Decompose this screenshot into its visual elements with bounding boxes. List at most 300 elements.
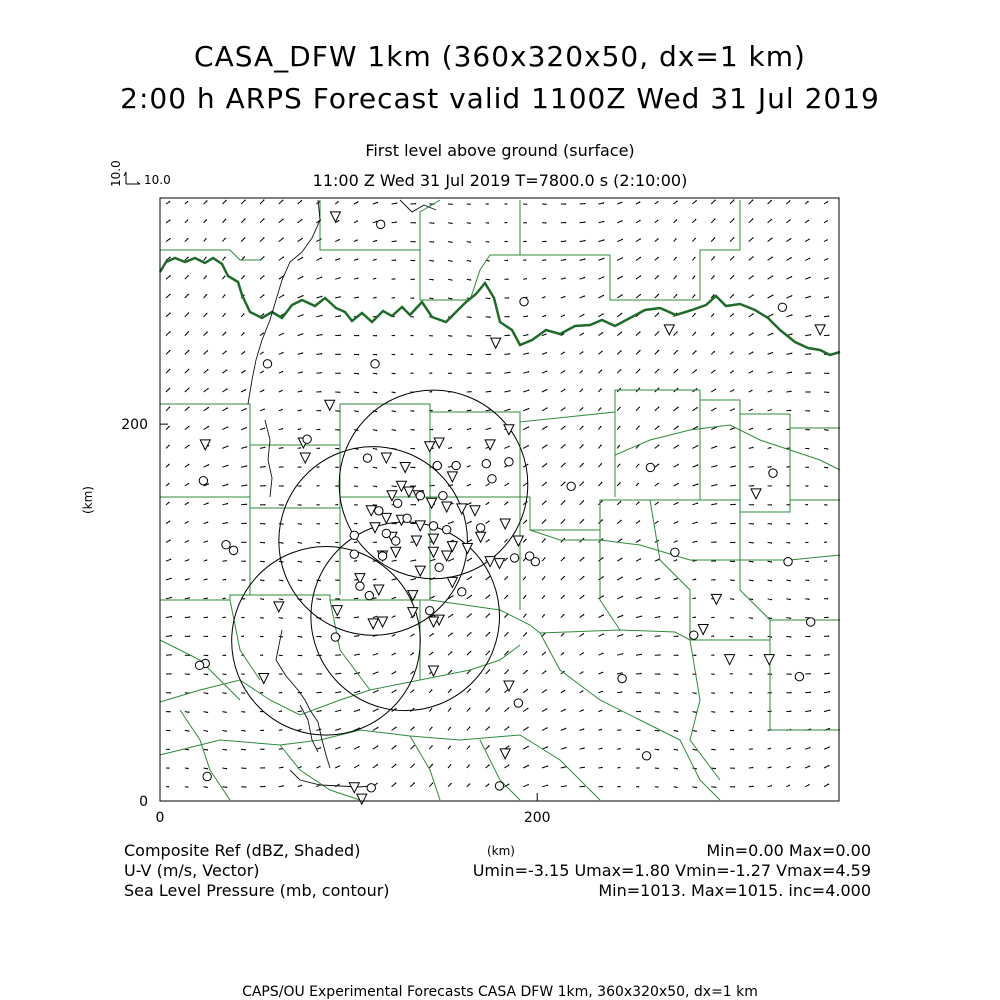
wind-vector (749, 257, 753, 261)
wind-vector-head (301, 636, 302, 637)
wind-vector-head (697, 503, 698, 504)
wind-vector (542, 501, 546, 505)
wind-vector-head (526, 632, 527, 633)
wind-vector-head (583, 595, 584, 596)
wind-vector-head (488, 745, 489, 746)
wind-vector (824, 766, 829, 768)
wind-vector-head (620, 388, 621, 389)
wind-vector-head (828, 392, 829, 393)
wind-vector (786, 296, 791, 298)
wind-vector (335, 729, 340, 731)
wind-vector-head (433, 485, 434, 486)
wind-vector-head (320, 655, 321, 656)
wind-vector-head (621, 691, 622, 692)
wind-vector (636, 295, 640, 298)
wind-vector-head (827, 258, 828, 259)
wind-vector-head (791, 372, 792, 373)
wind-vector-head (168, 445, 169, 446)
wind-vector-head (169, 294, 170, 295)
wind-vector-head (525, 259, 526, 260)
wind-vector (316, 711, 321, 712)
time-subtitle: 11:00 Z Wed 31 Jul 2019 T=7800.0 s (2:10:00) (312, 171, 688, 190)
wind-vector (617, 654, 622, 655)
wind-vector-head (358, 635, 359, 636)
wind-vector (523, 708, 528, 711)
wind-vector-head (602, 313, 603, 314)
wind-vector-head (225, 693, 226, 694)
wind-vector-head (694, 313, 695, 314)
wind-vector-head (752, 237, 753, 238)
wind-vector-head (451, 373, 452, 374)
wind-vector-head (358, 654, 359, 655)
wind-vector (204, 313, 207, 316)
station-circle (195, 661, 203, 669)
wind-vector-head (263, 333, 264, 334)
wind-vector (241, 485, 246, 486)
wind-vector-head (675, 257, 676, 258)
wind-vector-head (584, 277, 585, 278)
wind-vector-head (206, 275, 207, 276)
wind-vector-head (658, 426, 659, 427)
wind-vector-head (227, 503, 228, 504)
wind-vector-head (395, 467, 396, 468)
wind-vector (730, 466, 735, 467)
wind-vector-head (826, 486, 827, 487)
wind-vector (279, 219, 283, 223)
wind-vector-head (790, 655, 791, 656)
station-circle (510, 554, 518, 562)
wind-vector-head (732, 370, 733, 371)
wind-vector-head (376, 542, 377, 543)
wind-vector-head (564, 426, 565, 427)
wind-vector-head (207, 749, 208, 750)
wind-vector-head (789, 523, 790, 524)
wind-vector-head (732, 332, 733, 333)
wind-vector (636, 332, 640, 336)
wind-vector (504, 765, 508, 768)
station-circle (795, 672, 803, 680)
station-circle (378, 552, 386, 560)
wind-vector-head (734, 466, 735, 467)
wind-vector-head (264, 447, 265, 448)
wind-vector-head (431, 391, 432, 392)
wind-vector-head (808, 239, 809, 240)
wind-vector-head (658, 483, 659, 484)
wind-vector-head (356, 504, 357, 505)
wind-vector-head (377, 727, 378, 728)
wind-vector-head (413, 410, 414, 411)
wind-vector-head (525, 539, 526, 540)
wind-vector-head (713, 313, 714, 314)
station-circle (392, 537, 400, 545)
wind-vector-head (452, 484, 453, 485)
wind-vector (523, 372, 528, 374)
wind-vector-head (641, 596, 642, 597)
wind-vector-head (713, 617, 714, 618)
wind-vector (824, 673, 829, 674)
wind-vector-head (281, 729, 282, 730)
wind-vector-head (320, 692, 321, 693)
station-triangle (457, 504, 467, 514)
wind-vector-head (770, 485, 771, 486)
wind-vector-head (751, 711, 752, 712)
wind-vector-head (564, 709, 565, 710)
wind-vector-head (753, 523, 754, 524)
wind-vector-head (639, 350, 640, 351)
wind-vector-head (602, 519, 603, 520)
wind-vector-head (545, 538, 546, 539)
wind-vector-head (752, 275, 753, 276)
wind-vector-head (170, 578, 171, 579)
wind-vector-head (677, 674, 678, 675)
wind-vector (523, 427, 528, 430)
wind-vector-head (621, 313, 622, 314)
wind-vector-head (828, 765, 829, 766)
wind-vector-head (302, 276, 303, 277)
wind-vector (768, 276, 773, 279)
wind-vector-head (752, 748, 753, 749)
station-triangle (381, 453, 391, 463)
wind-vector (598, 615, 603, 618)
wind-vector-head (487, 203, 488, 204)
wind-vector-head (827, 277, 828, 278)
wind-vector (204, 427, 209, 430)
wind-vector (692, 484, 697, 486)
wind-vector-head (188, 331, 189, 332)
wind-vector-head (658, 540, 659, 541)
wind-vector-head (169, 201, 170, 202)
wind-vector-head (565, 259, 566, 260)
wind-vector-head (546, 371, 547, 372)
wind-vector-head (771, 504, 772, 505)
wind-vector (486, 708, 490, 712)
wind-vector-head (301, 710, 302, 711)
wind-vector-head (207, 787, 208, 788)
station-circle (375, 507, 383, 515)
wind-vector (185, 369, 189, 373)
wind-vector-head (771, 238, 772, 239)
wind-vector-head (395, 727, 396, 728)
wind-vector (166, 276, 170, 279)
wind-vector-head (226, 787, 227, 788)
wind-vector (410, 560, 415, 561)
wind-vector-head (357, 201, 358, 202)
wind-vector (786, 258, 791, 261)
wind-vector (542, 785, 548, 787)
wind-vector-head (262, 692, 263, 693)
wind-vector-head (490, 354, 491, 355)
wind-vector-head (320, 747, 321, 748)
wind-vector-head (807, 542, 808, 543)
wind-vector-head (619, 786, 620, 787)
wind-vector-head (431, 410, 432, 411)
wind-vector (805, 277, 810, 279)
wind-vector-head (697, 445, 698, 446)
wind-vector (222, 351, 226, 354)
wind-vector-head (168, 502, 169, 503)
wind-vector (354, 654, 359, 655)
wind-vector (373, 765, 378, 768)
wind-vector (786, 315, 792, 317)
wind-vector-head (339, 239, 340, 240)
wind-vector-head (715, 389, 716, 390)
wind-vector (486, 651, 490, 655)
wind-vector-head (188, 578, 189, 579)
legend-reflectivity-label: Composite Ref (dBZ, Shaded) (124, 841, 361, 860)
wind-vector (523, 633, 526, 636)
wind-vector (260, 447, 265, 448)
wind-vector-head (171, 616, 172, 617)
wind-vector (523, 785, 528, 787)
wind-vector-head (339, 392, 340, 393)
wind-vector-head (356, 523, 357, 524)
wind-vector (279, 295, 284, 298)
wind-vector-head (602, 691, 603, 692)
wind-vector-head (545, 670, 546, 671)
wind-vector-head (583, 538, 584, 539)
wind-vector-head (582, 444, 583, 445)
wind-vector-head (715, 768, 716, 769)
wind-vector-head (337, 504, 338, 505)
wind-vector-head (546, 445, 547, 446)
wind-vector-head (789, 580, 790, 581)
wind-vector-head (771, 785, 772, 786)
wind-vector-head (826, 523, 827, 524)
wind-vector-head (619, 482, 620, 483)
wind-vector-head (809, 747, 810, 748)
wind-vector-head (528, 426, 529, 427)
wind-vector-head (470, 651, 471, 652)
wind-vector-head (733, 730, 734, 731)
wind-vector-head (678, 464, 679, 465)
wind-vector-head (263, 237, 264, 238)
wind-vector (580, 241, 585, 242)
wind-vector-head (414, 448, 415, 449)
wind-vector-head (470, 521, 471, 522)
wind-vector-head (414, 782, 415, 783)
wind-vector-head (603, 295, 604, 296)
wind-vector-head (527, 708, 528, 709)
wind-vector-head (263, 561, 264, 562)
wind-vector-head (657, 502, 658, 503)
wind-vector-head (829, 746, 830, 747)
wind-vector-head (356, 541, 357, 542)
wind-vector-head (695, 332, 696, 333)
wind-vector-head (600, 426, 601, 427)
wind-vector (805, 258, 809, 260)
wind-vector-head (415, 504, 416, 505)
wind-vector (298, 258, 303, 261)
wind-vector-head (564, 444, 565, 445)
wind-vector (467, 558, 472, 561)
wind-vector-head (677, 749, 678, 750)
station-triangle (764, 655, 774, 665)
wind-vector-head (600, 407, 601, 408)
wind-vector-head (169, 711, 170, 712)
wind-vector-head (657, 238, 658, 239)
station-circle (769, 469, 777, 477)
wind-vector-head (790, 747, 791, 748)
wind-vector (335, 673, 340, 674)
wind-vector (429, 765, 432, 769)
wind-vector-head (207, 731, 208, 732)
wind-vector-head (301, 390, 302, 391)
wind-vector-head (677, 502, 678, 503)
legend-vector-label: U-V (m/s, Vector) (124, 861, 260, 880)
wind-vector-head (302, 352, 303, 353)
wind-vector-head (208, 464, 209, 465)
wind-vector-head (244, 237, 245, 238)
wind-vector-head (453, 558, 454, 559)
wind-vector-head (394, 392, 395, 393)
wind-vector (561, 426, 565, 429)
wind-vector (298, 334, 303, 336)
wind-vector-head (245, 523, 246, 524)
wind-vector-head (471, 595, 472, 596)
wind-vector (504, 633, 508, 637)
wind-vector-head (506, 241, 507, 242)
wind-vector-head (207, 617, 208, 618)
wind-vector-head (696, 522, 697, 523)
wind-vector-head (395, 486, 396, 487)
wind-vector-head (470, 354, 471, 355)
wind-vector (636, 258, 640, 261)
wind-vector (542, 371, 547, 373)
wind-vector-head (377, 708, 378, 709)
wind-vector-head (244, 598, 245, 599)
wind-vector (580, 296, 585, 298)
wind-vector-head (188, 730, 189, 731)
wind-vector-head (245, 768, 246, 769)
wind-vector-head (658, 407, 659, 408)
wind-vector (392, 690, 396, 693)
wind-vector (373, 709, 378, 712)
wind-vector-head (771, 200, 772, 201)
wind-vector (335, 692, 340, 693)
wind-vector-head (790, 219, 791, 220)
wind-vector-head (508, 297, 509, 298)
wind-vector-head (809, 636, 810, 637)
wind-vector-head (169, 350, 170, 351)
wind-vector-head (321, 673, 322, 674)
wind-vector (805, 297, 810, 299)
wind-vector-head (547, 785, 548, 786)
wind-vector-head (808, 429, 809, 430)
wind-vector-head (659, 635, 660, 636)
wind-vector-head (282, 371, 283, 372)
wind-vector-head (359, 672, 360, 673)
wind-vector-head (282, 599, 283, 600)
wind-vector-head (544, 557, 545, 558)
wind-vector-head (470, 484, 471, 485)
wind-vector-head (337, 201, 338, 202)
station-triangle (381, 513, 391, 523)
wind-vector (636, 559, 641, 561)
wind-vector-head (489, 317, 490, 318)
wind-vector (335, 747, 340, 749)
station-triangle (391, 547, 401, 557)
wind-vector (185, 617, 190, 618)
wind-vector-head (470, 261, 471, 262)
wind-vector (580, 501, 584, 505)
wind-vector-head (809, 277, 810, 278)
wind-vector (561, 482, 565, 486)
wind-vector-head (733, 199, 734, 200)
wind-vector-head (507, 279, 508, 280)
wind-vector-head (752, 561, 753, 562)
wind-vector-head (506, 222, 507, 223)
wind-vector-head (359, 691, 360, 692)
station-triangle (491, 338, 501, 348)
wind-vector-head (827, 448, 828, 449)
wind-vector-head (377, 653, 378, 654)
wind-vector-head (169, 238, 170, 239)
footer-credit: CAPS/OU Experimental Forecasts CASA DFW 1km, 360x320x50, dx=1 km (242, 984, 758, 1000)
wind-vector-head (621, 220, 622, 221)
wind-vector (711, 466, 717, 468)
wind-vector-head (546, 463, 547, 464)
wind-vector (617, 239, 622, 241)
wind-vector-head (659, 692, 660, 693)
wind-vector-head (206, 313, 207, 314)
station-triangle (415, 521, 425, 531)
wind-vector (204, 503, 208, 505)
wind-vector-head (376, 335, 377, 336)
station-circle (371, 360, 379, 368)
wind-vector-head (508, 784, 509, 785)
wind-vector (260, 428, 265, 429)
wind-vector-head (808, 580, 809, 581)
wind-vector (241, 466, 246, 467)
wind-vector-head (528, 390, 529, 391)
wind-vector-head (490, 391, 491, 392)
wind-vector-head (716, 522, 717, 523)
wind-vector-head (528, 784, 529, 785)
wind-vector-head (244, 579, 245, 580)
wind-vector-head (263, 313, 264, 314)
wind-vector-head (244, 218, 245, 219)
wind-vector-head (639, 520, 640, 521)
station-circle (642, 752, 650, 760)
wind-vector-head (224, 257, 225, 258)
wind-vector-head (263, 599, 264, 600)
wind-vector-head (340, 673, 341, 674)
wind-vector-head (263, 371, 264, 372)
wind-vector-head (321, 277, 322, 278)
station-circle (690, 631, 698, 639)
station-triangle (428, 617, 438, 627)
wind-vector-head (713, 674, 714, 675)
wind-vector-head (564, 519, 565, 520)
wind-vector-head (509, 335, 510, 336)
wind-vector (448, 522, 453, 524)
wind-vector (486, 391, 491, 392)
wind-vector-head (224, 294, 225, 295)
wind-vector-head (208, 426, 209, 427)
wind-vector (410, 764, 414, 768)
wind-vector-head (282, 219, 283, 220)
wind-vector-head (694, 597, 695, 598)
wind-vector-head (300, 485, 301, 486)
wind-vector-head (622, 577, 623, 578)
wind-vector (185, 332, 189, 336)
station-circle (350, 531, 358, 539)
wind-vector-head (826, 560, 827, 561)
wind-vector (486, 746, 490, 749)
wind-vector-head (450, 746, 451, 747)
wind-vector-head (546, 689, 547, 690)
wind-vector-head (602, 332, 603, 333)
